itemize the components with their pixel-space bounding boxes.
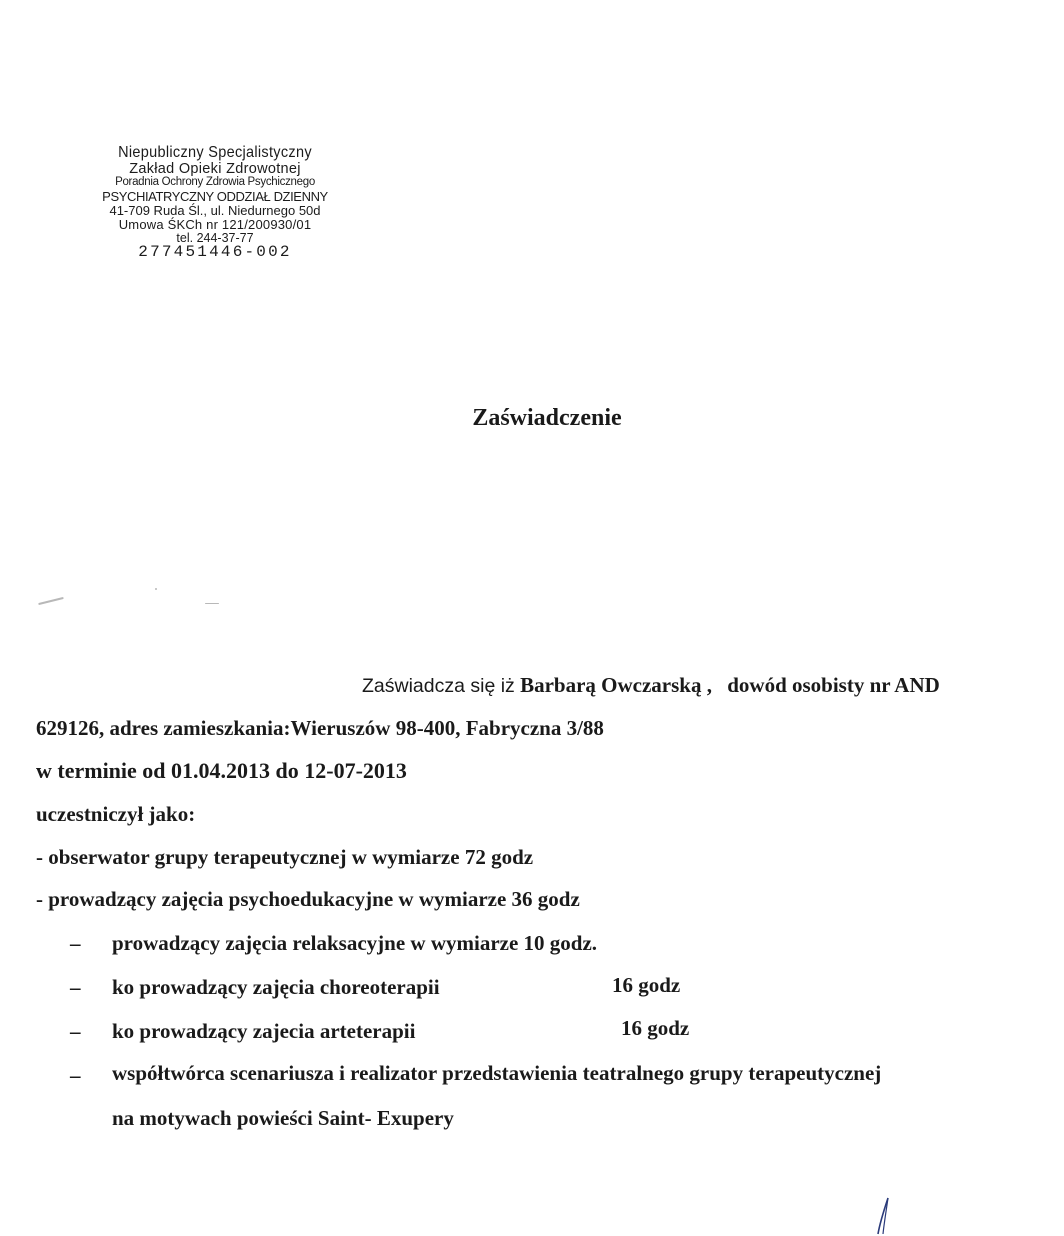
stamp-line: PSYCHIATRYCZNY ODDZIAŁ DZIENNY (102, 188, 328, 204)
address-line: 629126, adres zamieszkania:Wieruszów 98-400, Fabryczna 3/88 (36, 716, 604, 740)
bullet-item-hours: 16 godz (621, 1016, 690, 1040)
scan-speck (155, 588, 157, 590)
id-card-label: dowód osobisty nr AND (727, 673, 940, 697)
role-item: - obserwator grupy terapeutycznej w wymiarze 72 godz (36, 845, 534, 869)
bullet-dash: – (70, 1019, 81, 1043)
intro-normal-text: Zaświadcza się iż (362, 675, 515, 697)
bullet-item-text: ko prowadzący zajęcia choreoterapii (112, 975, 440, 999)
bullet-dash: – (70, 975, 81, 999)
scan-speck (205, 603, 219, 604)
stamp-line: tel. 244-37-77 (176, 230, 254, 245)
date-range-line: w terminie od 01.04.2013 do 12-07-2013 (36, 758, 407, 783)
scan-speck (38, 597, 64, 605)
intro-line (362, 673, 940, 698)
role-item: - prowadzący zajęcia psychoedukacyjne w wymiarze 36 godz (36, 887, 580, 911)
bullet-item-text: współtwórca scenariusza i realizator przedstawienia teatralnego grupy terapeutycznej (112, 1061, 882, 1085)
bullet-dash: – (70, 1063, 81, 1087)
role-heading: uczestniczył jako: (36, 802, 196, 826)
document-title: Zaświadczenie (472, 405, 622, 431)
stamp-regon-number: 277451446-002 (138, 243, 292, 261)
institution-stamp (70, 146, 360, 260)
stamp-line: Niepubliczny Specjalistyczny (118, 144, 312, 162)
stamp-line: Poradnia Ochrony Zdrowia Psychicznego (115, 176, 315, 188)
bullet-item-text: prowadzący zajęcia relaksacyjne w wymiarze 10 godz. (112, 931, 598, 955)
bullet-item-text: ko prowadzący zajecia arteterapii (112, 1019, 416, 1043)
person-name: Barbarą Owczarską , (520, 673, 712, 697)
bullet-item-hours: 16 godz (612, 973, 681, 997)
signature-stroke (872, 1196, 902, 1236)
stamp-line: Zakład Opieki Zdrowotnej (129, 160, 301, 177)
bullet-dash: – (70, 931, 81, 955)
stamp-line: 41-709 Ruda Śl., ul. Niedurnego 50d (109, 202, 321, 218)
bullet-continuation-text: na motywach powieści Saint- Exupery (112, 1106, 454, 1130)
stamp-line: Umowa ŚKCh nr 121/200930/01 (118, 216, 312, 232)
